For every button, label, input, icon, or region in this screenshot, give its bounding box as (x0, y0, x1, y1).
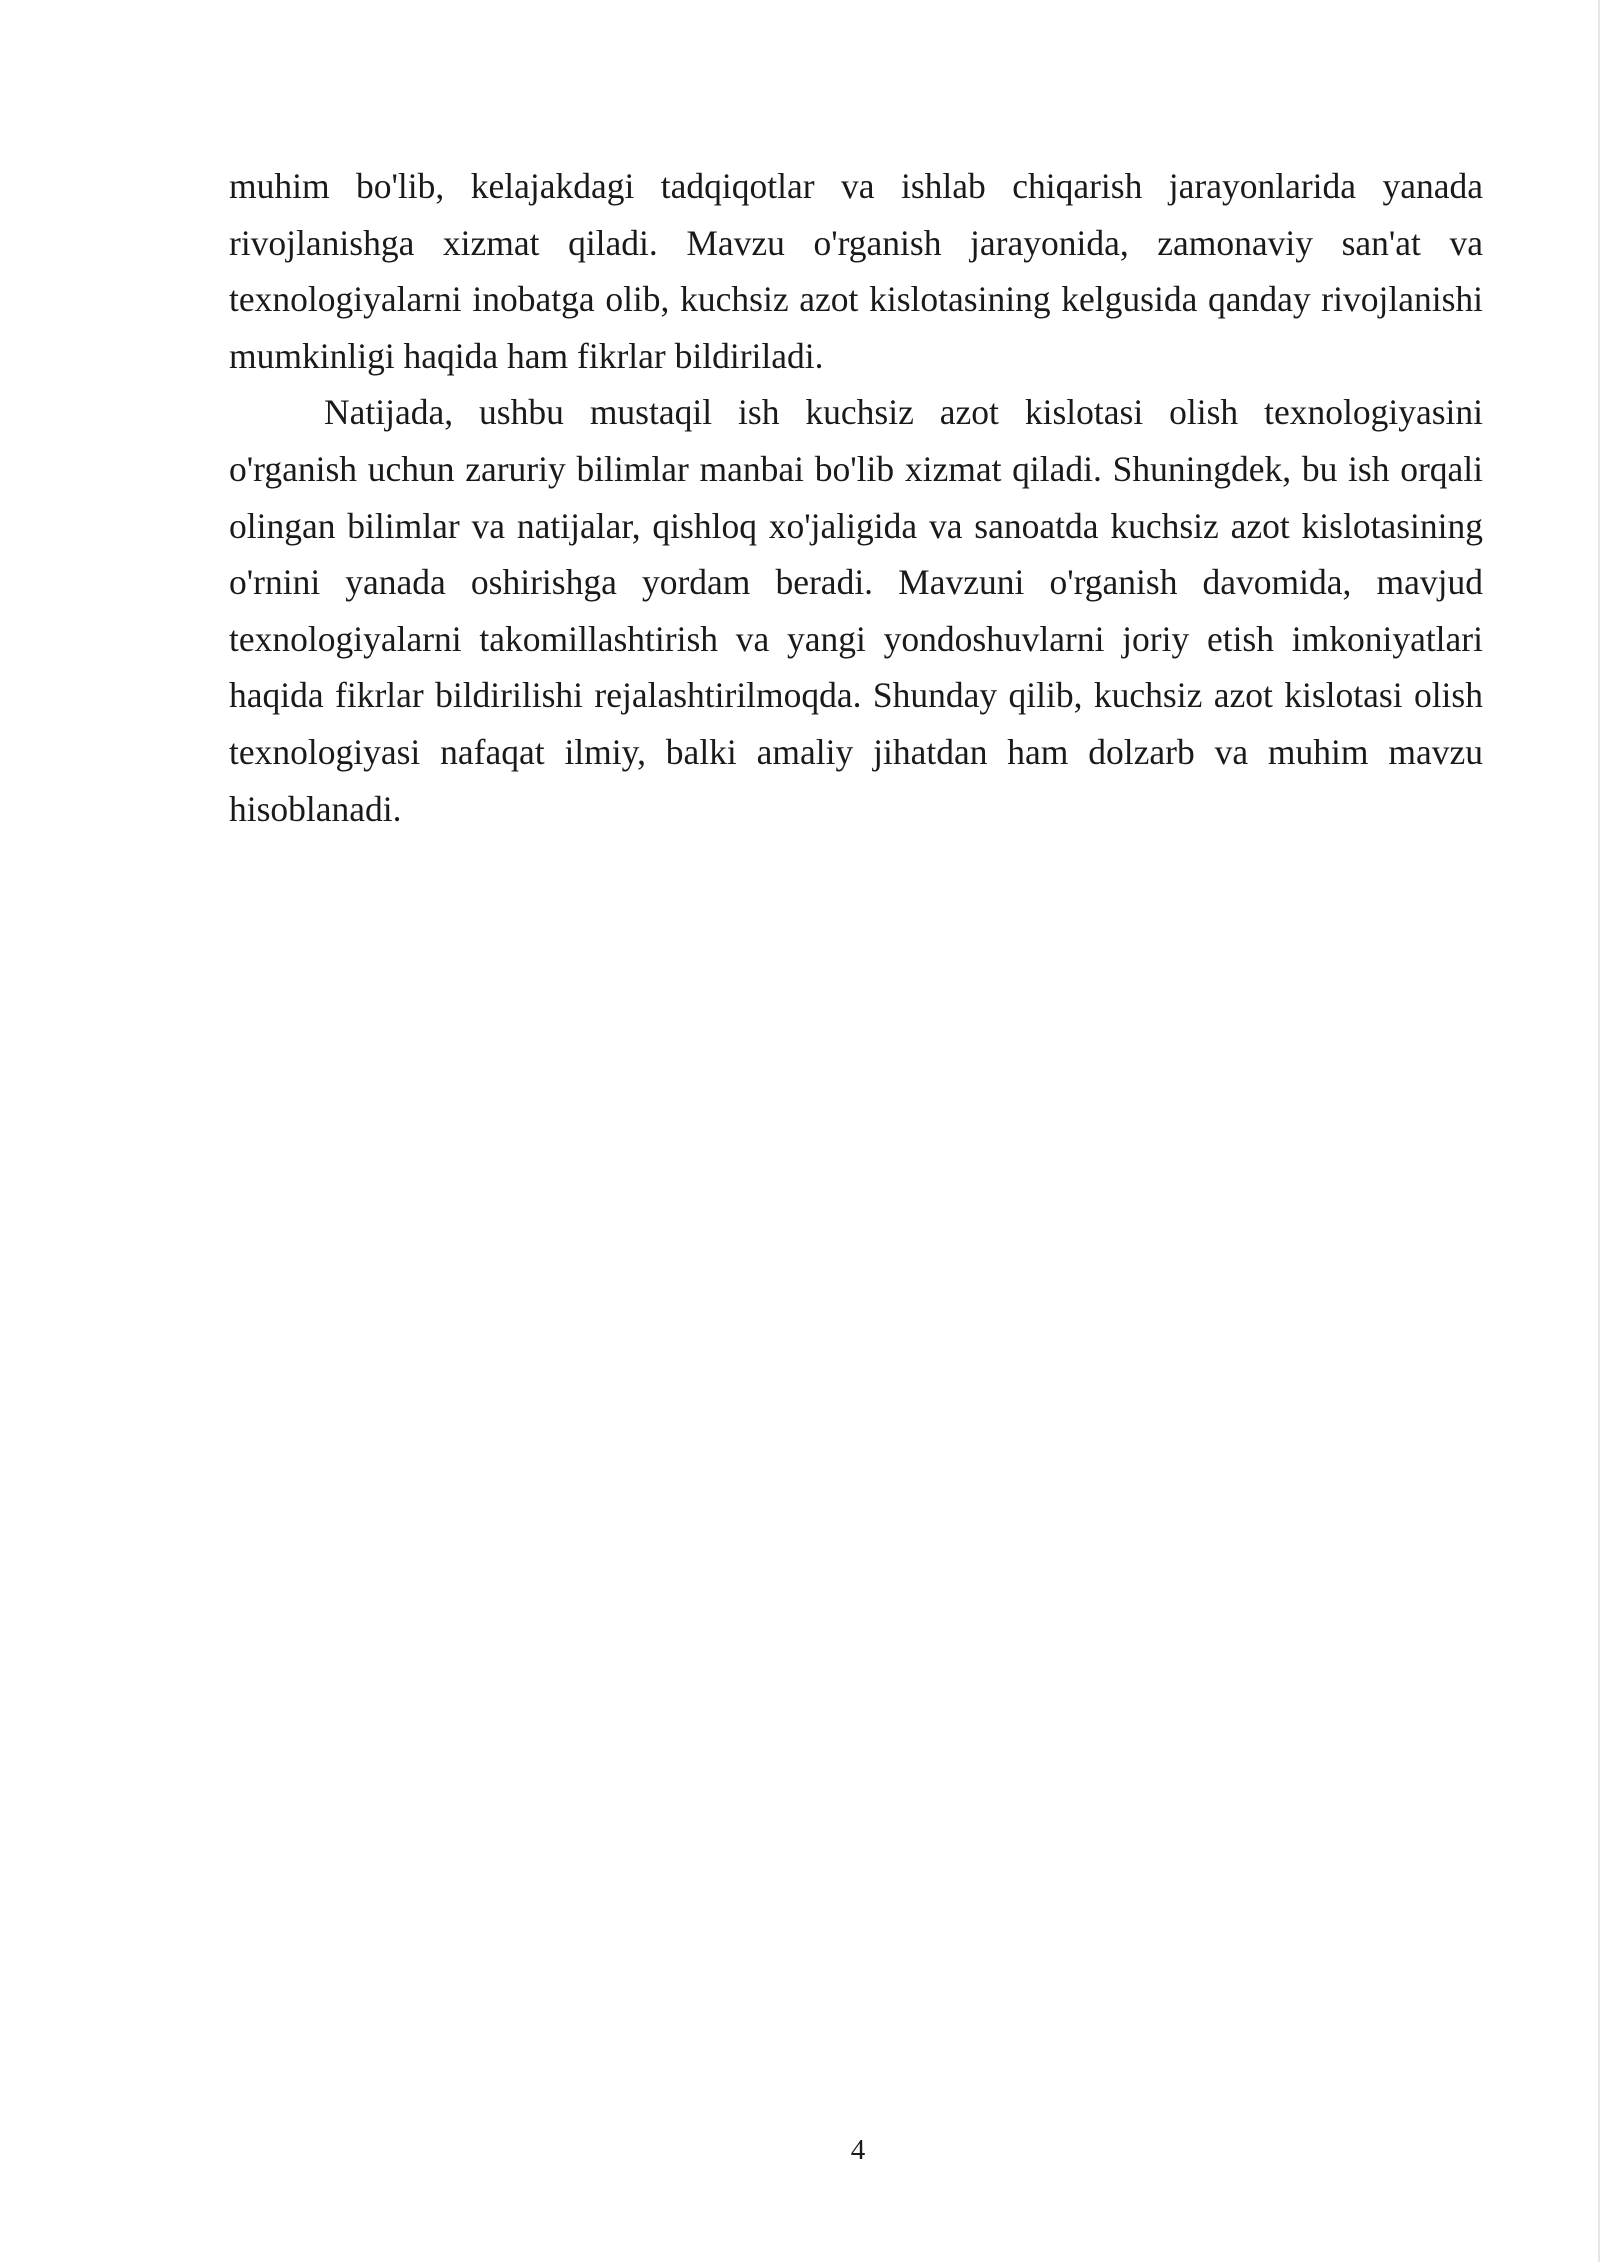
paragraph-conclusion: Natijada, ushbu mustaqil ish kuchsiz azot kislotasi olish texnologiyasini o'rganish uchun zaruriy bilimlar manbai bo'lib xizmat qiladi. Shuningdek, bu ish orqali olingan bilimlar va natijalar, qishloq xo'jaligida va sanoatda kuchsiz azot kislotasining o'rnini yanada oshirishga yordam beradi. Mavzuni o'rganish davomida, mavjud texnologiyalarni takomillashtirish va yangi yondoshuvlarni joriy etish imkoniyatlari haqida fikrlar bildirilishi rejalashtirilmoqda. Shunday qilib, kuchsiz azot kislotasi olish texnologiyasi nafaqat ilmiy, balki amaliy jihatdan ham dolzarb va muhim mavzu hisoblanadi. (229, 392, 1483, 829)
document-body (229, 158, 1483, 837)
paragraph-continued: muhim bo'lib, kelajakdagi tadqiqotlar va ishlab chiqarish jarayonlarida yanada rivojlanishga xizmat qiladi. Mavzu o'rganish jarayonida, zamonaviy san'at va texnologiyalarni inobatga olib, kuchsiz azot kislotasining kelgusida qanday rivojlanishi mumkinligi haqida ham fikrlar bildiriladi. (229, 166, 1483, 376)
page-number: 4 (850, 2134, 866, 2166)
